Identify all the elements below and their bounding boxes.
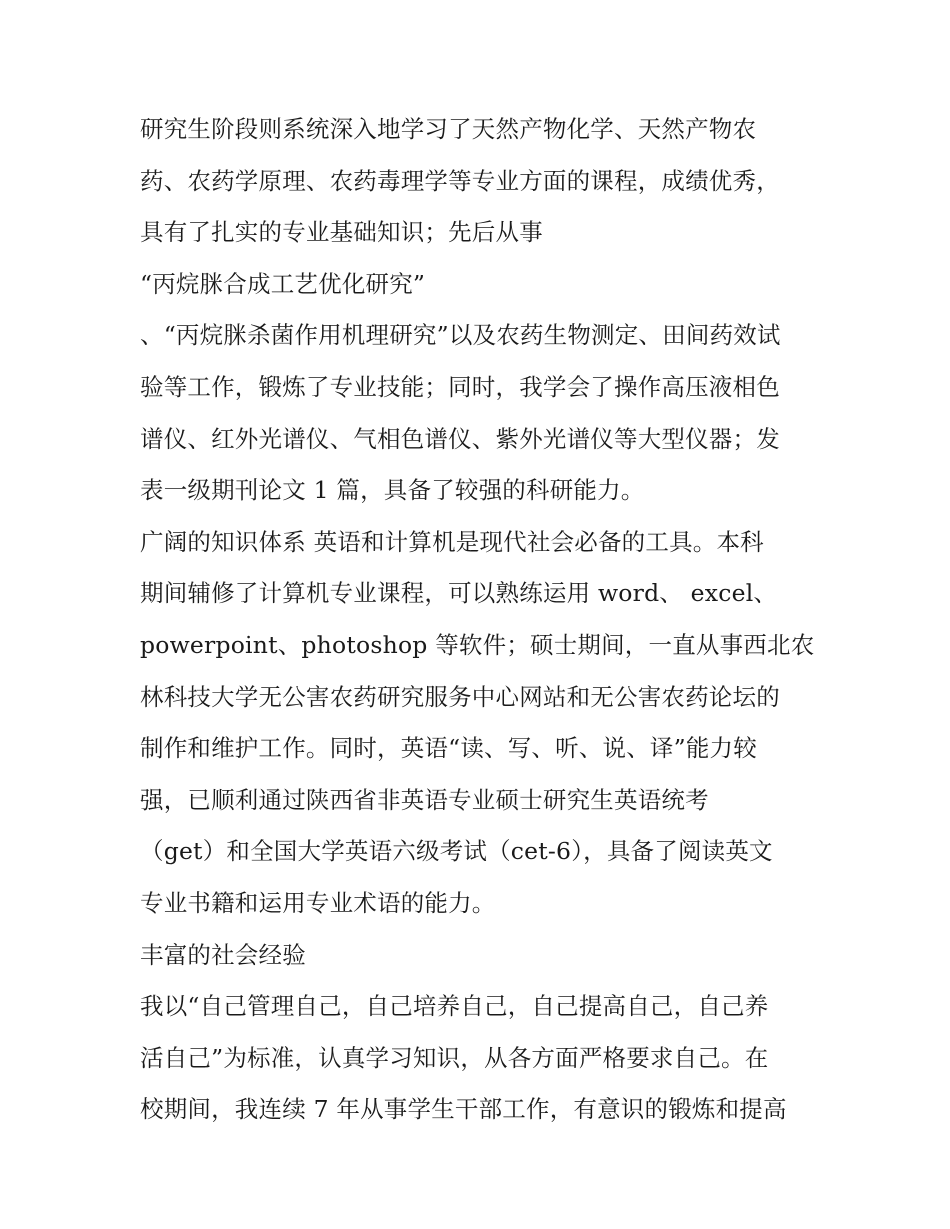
text-line: 林科技大学无公害农药研究服务中心网站和无公害农药论坛的 [140, 682, 780, 711]
text-line: 制作和维护工作。同时，英语“读、写、听、说、译”能力较 [140, 734, 757, 763]
text-line: 专业书籍和运用专业术语的能力。 [140, 888, 496, 917]
text-line: 研究生阶段则系统深入地学习了天然产物化学、天然产物农 [140, 115, 757, 143]
text-line: 、“丙烷脒杀菌作用机理研究”以及农药生物测定、田间药效试 [140, 321, 781, 350]
text-line: 我以“自己管理自己，自己培养自己，自己提高自己，自己养 [140, 992, 769, 1021]
text-line: 校期间，我连续 7 年从事学生干部工作，有意识的锻炼和提高 [140, 1095, 787, 1124]
text-line: （get）和全国大学英语六级考试（cet-6），具备了阅读英文 [140, 837, 773, 866]
text-line: 谱仪、红外光谱仪、气相色谱仪、紫外光谱仪等大型仪器；发 [140, 424, 780, 453]
text-line: 期间辅修了计算机专业课程，可以熟练运用 word、 excel、 [140, 579, 778, 608]
text-line: 药、农药学原理、农药毒理学等专业方面的课程，成绩优秀， [140, 166, 780, 195]
text-line: 验等工作，锻炼了专业技能；同时，我学会了操作高压液相色 [140, 372, 780, 401]
text-line: 活自己”为标准，认真学习知识，从各方面严格要求自己。在 [140, 1043, 769, 1072]
text-line: “丙烷脒合成工艺优化研究” [140, 269, 426, 298]
text-line: 强，已顺利通过陕西省非英语专业硕士研究生英语统考 [140, 785, 709, 814]
text-line: 广阔的知识体系 英语和计算机是现代社会必备的工具。本科 [140, 527, 764, 556]
section-heading: 丰富的社会经验 [140, 940, 306, 969]
text-line: powerpoint、photoshop 等软件；硕士期间，一直从事西北农 [140, 630, 815, 659]
document-body [140, 104, 820, 1136]
text-line: 具有了扎实的专业基础知识；先后从事 [140, 218, 543, 247]
text-line: 表一级期刊论文 1 篇，具备了较强的科研能力。 [140, 476, 645, 505]
